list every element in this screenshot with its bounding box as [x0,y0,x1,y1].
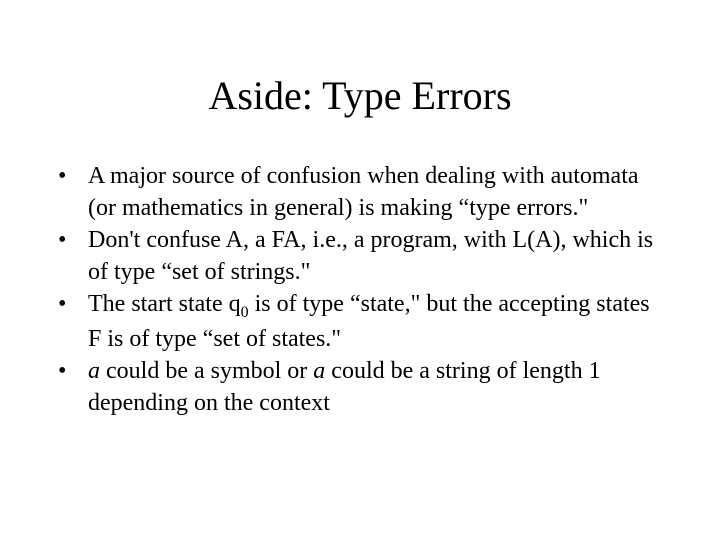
bullet-text-before: The start state q [88,291,241,317]
bullet-item-start-state [58,288,658,355]
bullet-text-after: could be a string of length 1 depending on the context [88,358,601,416]
bullet-dot-icon: • [58,227,67,253]
slide-title: Aside: Type Errors [208,73,512,118]
bullet-text: A major source of confusion when dealing with automata (or mathematics in general) is making “type errors." [88,163,639,221]
bullet-dot-icon: • [58,291,67,317]
bullet-dot-icon: • [58,163,67,189]
bullet-item-type-errors [58,160,658,224]
subscript-zero: 0 [240,304,249,321]
bullet-dot-icon: • [58,358,67,384]
bullet-text-after: is of type “state," but the accepting states F is of type “set of states." [88,291,650,352]
bullet-list [58,160,658,419]
variable-a: a [313,358,326,384]
bullet-item-language [58,224,658,288]
bullet-text: Don't confuse A, a FA, i.e., a program, with L(A), which is of type “set of strings." [88,227,654,285]
bullet-text-middle: could be a symbol or [100,358,314,384]
variable-a: a [88,358,100,384]
bullet-item-symbol-or-string [58,355,658,419]
